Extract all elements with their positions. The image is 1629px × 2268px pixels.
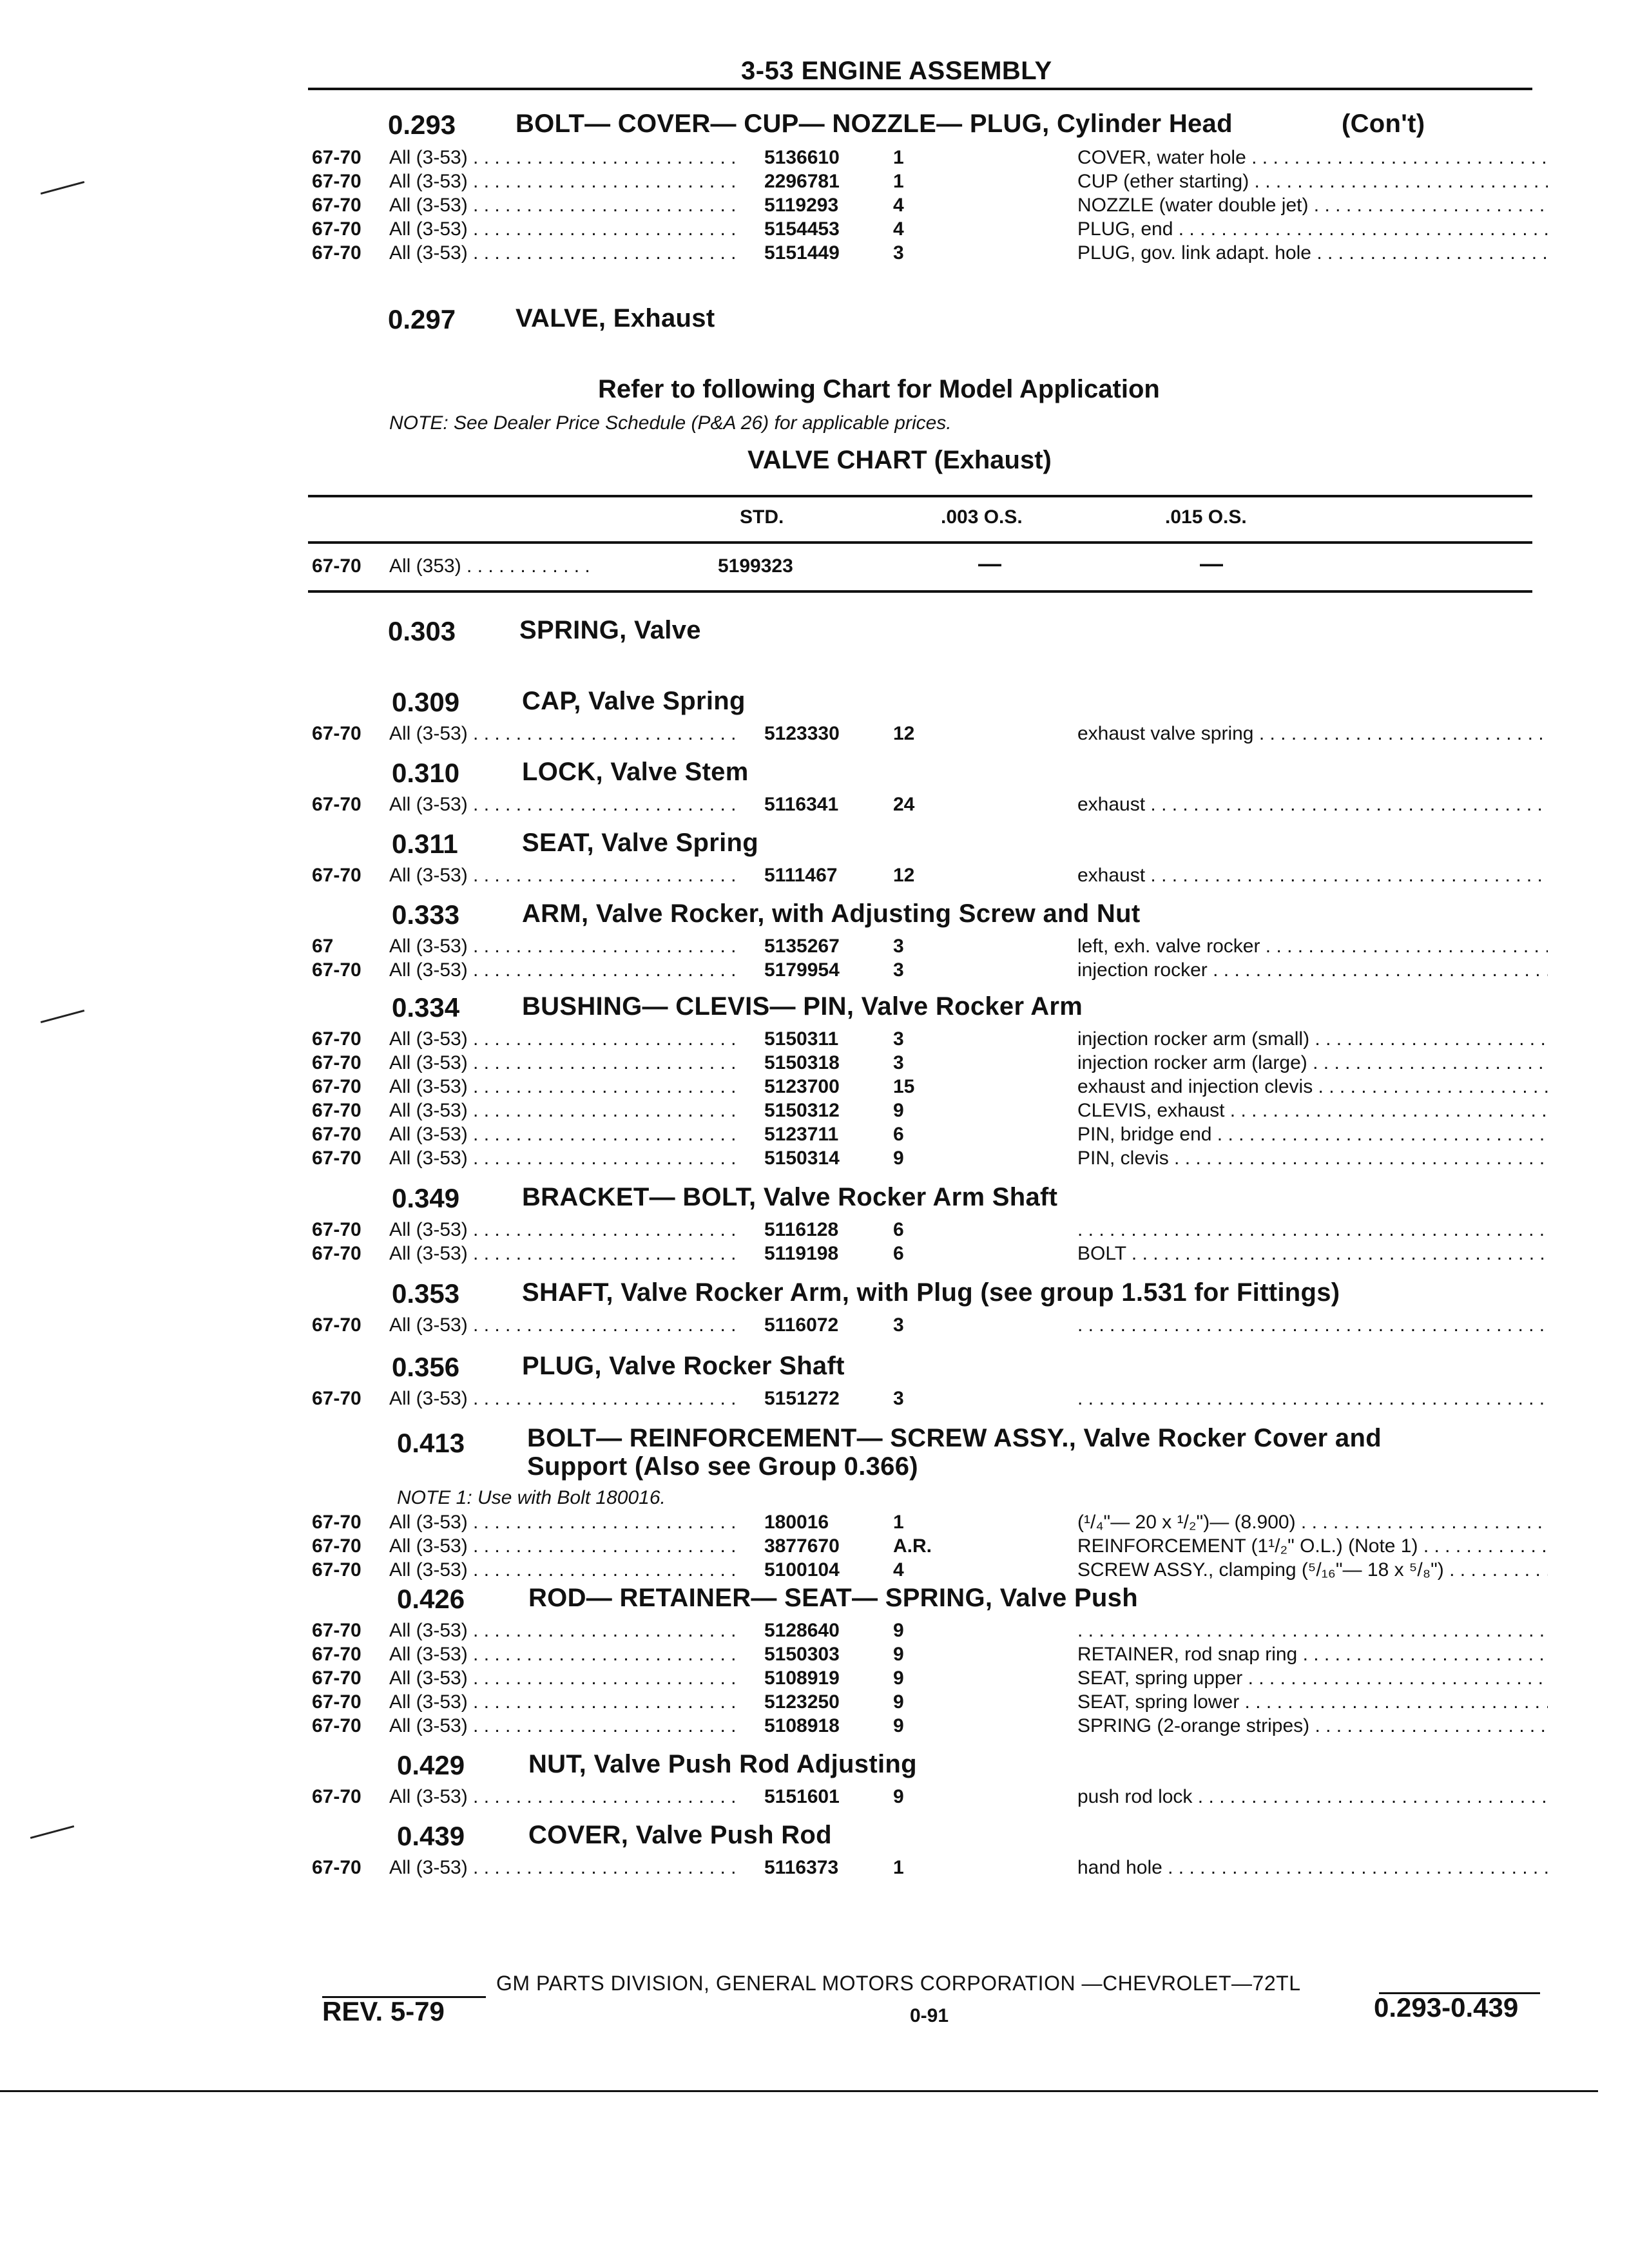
- part-year: 67-70: [312, 865, 361, 886]
- part-quantity: 3: [893, 242, 904, 264]
- part-row: [0, 1535, 1629, 1559]
- part-row: [0, 723, 1629, 746]
- part-quantity: 3: [893, 936, 904, 957]
- part-description: NOZZLE (water double jet) . . .: [1077, 195, 1548, 216]
- chart-row-003: —: [978, 550, 1001, 577]
- part-number: 5123700: [764, 1076, 840, 1097]
- chart-mid-rule: [308, 541, 1532, 544]
- part-number: 5119293: [764, 195, 839, 216]
- part-year: 67-70: [312, 959, 361, 981]
- section-number: 0.309: [392, 687, 460, 717]
- part-description: injection rocker arm (small) . . .: [1077, 1028, 1548, 1050]
- part-quantity: 9: [893, 1644, 904, 1665]
- part-model: All (3-53) . . .: [389, 1715, 737, 1737]
- part-row: [0, 171, 1629, 194]
- part-year: 67-70: [312, 1535, 361, 1557]
- part-description: exhaust . . .: [1077, 794, 1548, 816]
- section-number: 0.356: [392, 1352, 460, 1382]
- part-number: 5150311: [764, 1028, 839, 1050]
- part-number: 2296781: [764, 171, 840, 192]
- part-number: 5151272: [764, 1388, 840, 1409]
- part-quantity: 3: [893, 1052, 904, 1073]
- part-quantity: 12: [893, 865, 915, 886]
- part-number: 5116373: [764, 1857, 839, 1878]
- part-year: 67-70: [312, 1028, 361, 1050]
- part-quantity: 1: [893, 1857, 904, 1878]
- part-quantity: 15: [893, 1076, 915, 1097]
- part-model: All (3-53) . . .: [389, 1691, 737, 1713]
- part-year: 67-70: [312, 218, 361, 240]
- part-number: 5108918: [764, 1715, 840, 1736]
- part-description: PIN, clevis . . .: [1077, 1148, 1548, 1169]
- part-model: All (3-53) . . .: [389, 1857, 737, 1879]
- part-model: All (3-53) . . .: [389, 147, 737, 169]
- section-title: SPRING, Valve: [519, 616, 701, 644]
- section-title: BRACKET— BOLT, Valve Rocker Arm Shaft: [522, 1183, 1058, 1211]
- part-year: 67-70: [312, 1148, 361, 1169]
- section-title: BOLT— COVER— CUP— NOZZLE— PLUG, Cylinder Head: [516, 110, 1233, 138]
- section-title: PLUG, Valve Rocker Shaft: [522, 1352, 845, 1380]
- chart-header-003: .003 O.S.: [941, 506, 1023, 528]
- section-number: 0.297: [388, 304, 456, 334]
- section-title: ROD— RETAINER— SEAT— SPRING, Valve Push: [528, 1584, 1138, 1612]
- part-number: 5136610: [764, 147, 840, 168]
- part-quantity: 9: [893, 1100, 904, 1121]
- part-number: 5116072: [764, 1314, 839, 1336]
- scan-mark: [41, 1010, 84, 1023]
- chart-row-015: —: [1200, 550, 1223, 577]
- section-number: 0.303: [388, 616, 456, 646]
- part-quantity: 6: [893, 1219, 904, 1240]
- part-model: All (3-53) . . .: [389, 1028, 737, 1050]
- section-title: CAP, Valve Spring: [522, 687, 746, 715]
- part-model: All (3-53) . . .: [389, 1052, 737, 1074]
- section-title: COVER, Valve Push Rod: [528, 1821, 832, 1849]
- part-year: 67-70: [312, 147, 361, 168]
- part-row: [0, 218, 1629, 242]
- part-year: 67-70: [312, 1314, 361, 1336]
- part-number: 5119198: [764, 1243, 839, 1264]
- part-year: 67-70: [312, 723, 361, 744]
- part-model: All (3-53) . . .: [389, 242, 737, 264]
- part-description: REINFORCEMENT (1¹/₂" O.L.) (Note 1) . . .: [1077, 1535, 1548, 1557]
- part-model: All (3-53) . . .: [389, 195, 737, 216]
- part-description: exhaust . . .: [1077, 865, 1548, 887]
- part-row: [0, 1857, 1629, 1880]
- part-row: [0, 936, 1629, 959]
- footer-company: GM PARTS DIVISION, GENERAL MOTORS CORPORATION —CHEVROLET—72TL: [496, 1972, 1301, 1995]
- part-model: All (3-53) . . .: [389, 1219, 737, 1241]
- part-description: [1077, 1219, 1548, 1241]
- part-description: PIN, bridge end . . .: [1077, 1124, 1548, 1146]
- part-year: 67-70: [312, 1786, 361, 1807]
- part-description: SEAT, spring upper . . .: [1077, 1667, 1548, 1689]
- part-year: 67-70: [312, 1559, 361, 1581]
- part-model: All (3-53) . . .: [389, 1148, 737, 1169]
- section-title: NUT, Valve Push Rod Adjusting: [528, 1750, 917, 1778]
- part-description: SCREW ASSY., clamping (⁵/₁₆"— 18 x ⁵/₈") . . .: [1077, 1559, 1548, 1581]
- part-quantity: 9: [893, 1786, 904, 1807]
- part-description: exhaust and injection clevis . . .: [1077, 1076, 1548, 1098]
- part-description: PLUG, end . . .: [1077, 218, 1548, 240]
- scan-mark: [30, 1825, 74, 1839]
- valve-chart-title: VALVE CHART (Exhaust): [747, 446, 1052, 474]
- part-row: [0, 1715, 1629, 1738]
- part-year: 67-70: [312, 1219, 361, 1240]
- chart-row-year: 67-70: [312, 555, 361, 577]
- part-model: All (3-53) . . .: [389, 1535, 737, 1557]
- part-quantity: 9: [893, 1148, 904, 1169]
- page-range: 0.293-0.439: [1374, 1992, 1519, 2023]
- part-year: 67-70: [312, 1667, 361, 1689]
- bolt-note: NOTE 1: Use with Bolt 180016.: [397, 1487, 666, 1508]
- part-description: (¹/₄"— 20 x ¹/₂")— (8.900) . . .: [1077, 1512, 1548, 1533]
- section-title: ARM, Valve Rocker, with Adjusting Screw and Nut: [522, 899, 1141, 928]
- price-note: NOTE: See Dealer Price Schedule (P&A 26) for applicable prices.: [389, 412, 952, 434]
- part-year: 67-70: [312, 1691, 361, 1713]
- part-description: [1077, 1314, 1548, 1336]
- part-row: [0, 959, 1629, 983]
- part-number: 5108919: [764, 1667, 840, 1689]
- part-model: All (3-53) . . .: [389, 1644, 737, 1666]
- section-title: SEAT, Valve Spring: [522, 829, 759, 857]
- part-description: [1077, 1620, 1548, 1642]
- part-quantity: 24: [893, 794, 915, 815]
- part-description: left, exh. valve rocker . . .: [1077, 936, 1548, 957]
- part-number: 5150314: [764, 1148, 840, 1169]
- part-number: 5116128: [764, 1219, 839, 1240]
- part-row: [0, 195, 1629, 218]
- part-row: [0, 1314, 1629, 1338]
- bottom-scan-rule: [0, 2090, 1598, 2092]
- part-number: 5154453: [764, 218, 840, 240]
- part-model: All (3-53) . . .: [389, 218, 737, 240]
- part-description: [1077, 1388, 1548, 1410]
- part-year: 67-70: [312, 1100, 361, 1121]
- page-header-title: 3-53 ENGINE ASSEMBLY: [741, 57, 1052, 85]
- part-year: 67: [312, 936, 334, 957]
- part-quantity: 6: [893, 1124, 904, 1145]
- part-number: 5111467: [764, 865, 838, 886]
- part-row: [0, 1620, 1629, 1643]
- part-year: 67-70: [312, 1388, 361, 1409]
- continued-label: (Con't): [1342, 110, 1425, 138]
- part-quantity: 1: [893, 1512, 904, 1533]
- part-model: All (3-53) . . .: [389, 1388, 737, 1410]
- chart-row-model-text: All (353): [389, 555, 461, 577]
- part-number: 5123250: [764, 1691, 840, 1713]
- part-quantity: 9: [893, 1715, 904, 1736]
- section-title: LOCK, Valve Stem: [522, 758, 749, 786]
- part-model: All (3-53) . . .: [389, 1100, 737, 1122]
- part-description: PLUG, gov. link adapt. hole . . .: [1077, 242, 1548, 264]
- section-number: 0.413: [397, 1428, 465, 1458]
- part-year: 67-70: [312, 1512, 361, 1533]
- part-model: All (3-53) . . .: [389, 959, 737, 981]
- part-quantity: 12: [893, 723, 915, 744]
- chart-row-std: 5199323: [718, 555, 793, 577]
- part-row: [0, 1559, 1629, 1582]
- chart-header-015: .015 O.S.: [1165, 506, 1247, 528]
- section-number: 0.311: [392, 829, 458, 859]
- part-number: 5116341: [764, 794, 839, 815]
- part-model: All (3-53) . . .: [389, 1559, 737, 1581]
- part-row: [0, 1667, 1629, 1691]
- part-row: [0, 1243, 1629, 1266]
- part-number: 5151449: [764, 242, 840, 264]
- part-model: All (3-53) . . .: [389, 936, 737, 957]
- part-row: [0, 1100, 1629, 1123]
- part-model: All (3-53) . . .: [389, 171, 737, 193]
- part-row: [0, 1052, 1629, 1075]
- part-model: All (3-53) . . .: [389, 1512, 737, 1533]
- part-description: COVER, water hole . . .: [1077, 147, 1548, 169]
- section-title-line2: Support (Also see Group 0.366): [527, 1452, 918, 1481]
- section-number: 0.310: [392, 758, 460, 788]
- chart-bottom-rule: [308, 590, 1532, 593]
- chart-row-model: All (353) . . . . . . . . . . . .: [389, 555, 590, 577]
- part-number: 5151601: [764, 1786, 840, 1807]
- part-model: All (3-53) . . .: [389, 1076, 737, 1098]
- part-year: 67-70: [312, 1052, 361, 1073]
- part-year: 67-70: [312, 1715, 361, 1736]
- part-quantity: 3: [893, 1388, 904, 1409]
- section-number: 0.349: [392, 1183, 460, 1213]
- part-year: 67-70: [312, 171, 361, 192]
- part-row: [0, 1512, 1629, 1535]
- part-row: [0, 1124, 1629, 1147]
- part-model: All (3-53) . . .: [389, 1314, 737, 1336]
- part-quantity: 4: [893, 218, 904, 240]
- part-quantity: A.R.: [893, 1535, 932, 1557]
- part-number: 5100104: [764, 1559, 840, 1581]
- part-quantity: 9: [893, 1620, 904, 1641]
- section-number: 0.333: [392, 899, 460, 930]
- part-quantity: 3: [893, 1314, 904, 1336]
- part-description: CUP (ether starting) . . .: [1077, 171, 1548, 193]
- section-number: 0.439: [397, 1821, 465, 1851]
- part-year: 67-70: [312, 1243, 361, 1264]
- part-year: 67-70: [312, 242, 361, 264]
- section-title: VALVE, Exhaust: [516, 304, 715, 332]
- header-rule: [308, 88, 1532, 90]
- chart-reference-text: Refer to following Chart for Model Application: [598, 375, 1160, 403]
- section-title: BUSHING— CLEVIS— PIN, Valve Rocker Arm: [522, 992, 1083, 1021]
- part-model: All (3-53) . . .: [389, 794, 737, 816]
- section-number: 0.353: [392, 1278, 460, 1309]
- section-title: BOLT— REINFORCEMENT— SCREW ASSY., Valve Rocker Cover and: [527, 1424, 1382, 1452]
- part-row: [0, 1388, 1629, 1411]
- part-number: 5123330: [764, 723, 840, 744]
- part-description: SEAT, spring lower . . .: [1077, 1691, 1548, 1713]
- part-quantity: 3: [893, 1028, 904, 1050]
- part-model: All (3-53) . . .: [389, 1124, 737, 1146]
- section-number: 0.426: [397, 1584, 465, 1614]
- part-model: All (3-53) . . .: [389, 1620, 737, 1642]
- part-description: exhaust valve spring . . .: [1077, 723, 1548, 745]
- part-number: 5150312: [764, 1100, 840, 1121]
- part-row: [0, 865, 1629, 888]
- part-quantity: 1: [893, 147, 904, 168]
- part-year: 67-70: [312, 794, 361, 815]
- part-row: [0, 794, 1629, 817]
- part-model: All (3-53) . . .: [389, 1667, 737, 1689]
- part-model: All (3-53) . . .: [389, 1786, 737, 1808]
- revision-label: REV. 5-79: [322, 1996, 445, 2026]
- part-description: injection rocker . . .: [1077, 959, 1548, 981]
- part-description: RETAINER, rod snap ring . . .: [1077, 1644, 1548, 1666]
- section-title: SHAFT, Valve Rocker Arm, with Plug (see group 1.531 for Fittings): [522, 1278, 1340, 1307]
- part-description: BOLT . . .: [1077, 1243, 1548, 1265]
- part-quantity: 4: [893, 1559, 904, 1581]
- part-year: 67-70: [312, 1644, 361, 1665]
- section-number: 0.293: [388, 110, 456, 140]
- part-quantity: 3: [893, 959, 904, 981]
- part-number: 5179954: [764, 959, 840, 981]
- part-year: 67-70: [312, 1124, 361, 1145]
- part-row: [0, 1076, 1629, 1099]
- part-model: All (3-53) . . .: [389, 1243, 737, 1265]
- part-quantity: 9: [893, 1667, 904, 1689]
- part-number: 180016: [764, 1512, 829, 1533]
- part-number: 5135267: [764, 936, 840, 957]
- part-year: 67-70: [312, 1857, 361, 1878]
- part-row: [0, 1028, 1629, 1052]
- part-year: 67-70: [312, 1076, 361, 1097]
- part-quantity: 9: [893, 1691, 904, 1713]
- part-row: [0, 1148, 1629, 1171]
- part-number: 5128640: [764, 1620, 840, 1641]
- part-model: All (3-53) . . .: [389, 865, 737, 887]
- part-description: CLEVIS, exhaust . . .: [1077, 1100, 1548, 1122]
- part-row: [0, 147, 1629, 170]
- part-number: 5123711: [764, 1124, 839, 1145]
- chart-top-rule: [308, 495, 1532, 497]
- part-year: 67-70: [312, 195, 361, 216]
- section-number: 0.429: [397, 1750, 465, 1780]
- part-row: [0, 1786, 1629, 1809]
- part-number: 3877670: [764, 1535, 840, 1557]
- part-quantity: 6: [893, 1243, 904, 1264]
- section-number: 0.334: [392, 992, 460, 1023]
- chart-header-std: STD.: [740, 506, 784, 528]
- part-row: [0, 1644, 1629, 1667]
- part-quantity: 1: [893, 171, 904, 192]
- part-row: [0, 1219, 1629, 1242]
- page-number: 0-91: [910, 2005, 949, 2026]
- part-quantity: 4: [893, 195, 904, 216]
- part-model: All (3-53) . . .: [389, 723, 737, 745]
- part-description: injection rocker arm (large) . . .: [1077, 1052, 1548, 1074]
- part-year: 67-70: [312, 1620, 361, 1641]
- part-description: SPRING (2-orange stripes) . . .: [1077, 1715, 1548, 1737]
- part-description: hand hole . . .: [1077, 1857, 1548, 1879]
- part-description: push rod lock . . .: [1077, 1786, 1548, 1808]
- part-row: [0, 242, 1629, 265]
- part-number: 5150318: [764, 1052, 840, 1073]
- part-number: 5150303: [764, 1644, 840, 1665]
- part-row: [0, 1691, 1629, 1715]
